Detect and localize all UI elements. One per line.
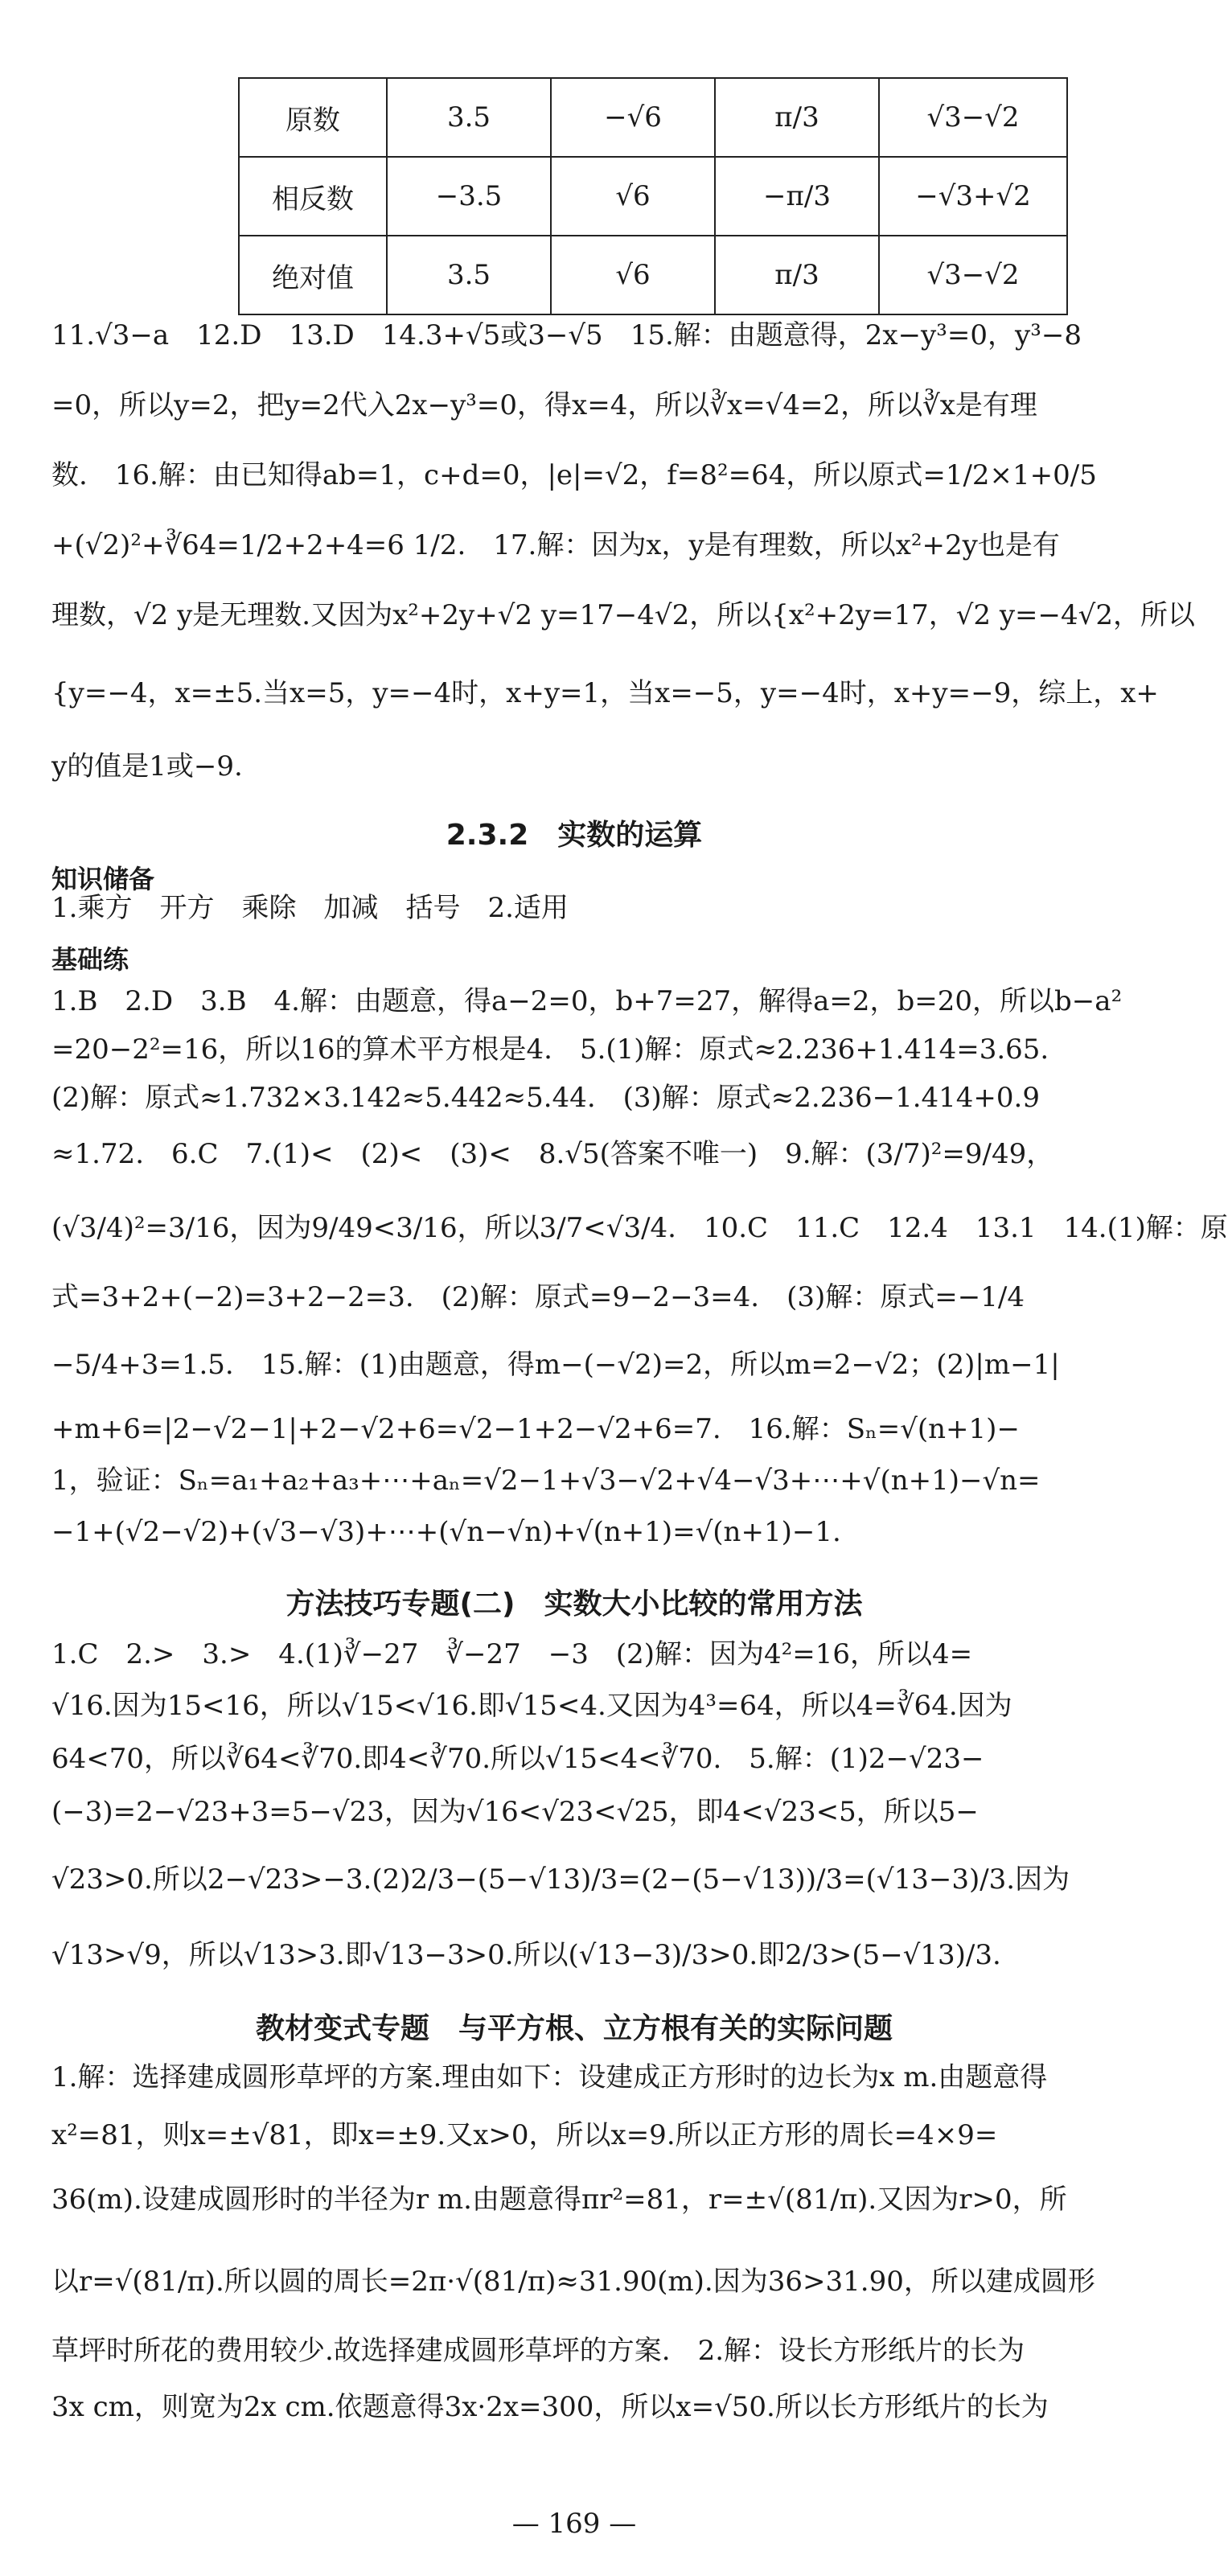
text-line: 3x cm，则宽为2x cm.依题意得3x·2x=300，所以x=√50.所以长方形纸片的长为	[51, 2391, 1049, 2423]
text-line: 草坪时所花的费用较少.故选择建成圆形草坪的方案. 2.解：设长方形纸片的长为	[51, 2335, 1025, 2367]
text-line: 1.C 2.> 3.> 4.(1)∛−27 ∛−27 −3 (2)解：因为4²=16，所以4=	[51, 1638, 973, 1670]
text-line: y的值是1或−9.	[51, 750, 243, 783]
text-line: =20−2²=16，所以16的算术平方根是4. 5.(1)解：原式≈2.236+1.414=3.65.	[51, 1033, 1049, 1066]
text-line: 1，验证：Sₙ=a₁+a₂+a₃+⋯+aₙ=√2−1+√3−√2+√4−√3+⋯+√(n+1)−√n=	[51, 1465, 1041, 1497]
text-line: 以r=√(81/π).所以圆的周长=2π·√(81/π)≈31.90(m).因为36>31.90，所以建成圆形	[51, 2266, 1095, 2298]
row-label: 相反数	[239, 157, 387, 236]
text-line: 1.B 2.D 3.B 4.解：由题意，得a−2=0，b+7=27，解得a=2，b=20，所以b−a²	[51, 985, 1123, 1017]
text-line: 36(m).设建成圆形时的半径为r m.由题意得πr²=81，r=±√(81/π).又因为r>0，所	[51, 2184, 1067, 2216]
table-cell: √6	[551, 236, 715, 314]
text-line: 1.解：选择建成圆形草坪的方案.理由如下：设建成正方形时的边长为x m.由题意得	[51, 2061, 1048, 2093]
page-number: — 169 —	[511, 2508, 637, 2540]
table-cell: π/3	[715, 78, 879, 157]
table-row	[239, 236, 1067, 314]
section-title: 方法技巧专题(二) 实数大小比较的常用方法	[285, 1588, 863, 1621]
row-label: 原数	[239, 78, 387, 157]
text-line: x²=81，则x=±√81，即x=±9.又x>0，所以x=9.所以正方形的周长=4×9=	[51, 2119, 998, 2151]
table-cell: −3.5	[387, 157, 551, 236]
text-line: 式=3+2+(−2)=3+2−2=3. (2)解：原式=9−2−3=4. (3)解：原式=−1/4	[51, 1281, 1025, 1313]
text-line: {y=−4，x=±5.当x=5，y=−4时，x+y=1，当x=−5，y=−4时，x+y=−9，综上，x+	[51, 677, 1159, 709]
text-line: √16.因为15<16，所以√15<√16.即√15<4.又因为4³=64，所以4=∛64.因为	[51, 1690, 1012, 1722]
table-cell: √3−√2	[879, 78, 1067, 157]
text-line: +m+6=|2−√2−1|+2−√2+6=√2−1+2−√2+6=7. 16.解：Sₙ=√(n+1)−	[51, 1413, 1020, 1445]
table-cell: √6	[551, 157, 715, 236]
table-cell: −π/3	[715, 157, 879, 236]
text-line: +(√2)²+∛64=1/2+2+4=6 1/2. 17.解：因为x，y是有理数，所以x²+2y也是有	[51, 529, 1060, 561]
text-line: −5/4+3=1.5. 15.解：(1)由题意，得m−(−√2)=2，所以m=2−√2；(2)|m−1|	[51, 1349, 1060, 1381]
table-cell: −√6	[551, 78, 715, 157]
subheading: 基础练	[51, 944, 129, 975]
text-line: 数. 16.解：由已知得ab=1，c+d=0，|e|=√2，f=8²=64，所以原式=1/2×1+0/5	[51, 459, 1097, 491]
number-table	[238, 77, 1068, 315]
table-row	[239, 78, 1067, 157]
table-row	[239, 157, 1067, 236]
table-cell: 3.5	[387, 78, 551, 157]
text-line: √23>0.所以2−√23>−3.(2)2/3−(5−√13)/3=(2−(5−√13))/3=(√13−3)/3.因为	[51, 1863, 1070, 1896]
text-line: √13>√9，所以√13>3.即√13−3>0.所以(√13−3)/3>0.即2/3>(5−√13)/3.	[51, 1939, 1001, 1971]
table-cell: 3.5	[387, 236, 551, 314]
text-line: =0，所以y=2，把y=2代入2x−y³=0，得x=4，所以∛x=√4=2，所以∛x是有理	[51, 389, 1037, 421]
row-label: 绝对值	[239, 236, 387, 314]
subheading: 知识储备	[51, 864, 155, 894]
text-line: 64<70，所以∛64<∛70.即4<∛70.所以√15<4<∛70. 5.解：(1)2−√23−	[51, 1743, 984, 1775]
table-cell: π/3	[715, 236, 879, 314]
text-line: 理数，√2 y是无理数.又因为x²+2y+√2 y=17−4√2，所以{x²+2y=17，√2 y=−4√2，所以	[51, 599, 1195, 631]
table-cell: −√3+√2	[879, 157, 1067, 236]
text-line: ≈1.72. 6.C 7.(1)< (2)< (3)< 8.√5(答案不唯一) 9.解：(3/7)²=9/49，	[51, 1138, 1054, 1170]
text-line: (−3)=2−√23+3=5−√23，因为√16<√23<√25，即4<√23<5，所以5−	[51, 1796, 979, 1828]
section-title: 2.3.2 实数的运算	[446, 819, 703, 852]
table-cell: √3−√2	[879, 236, 1067, 314]
text-line: (√3/4)²=3/16，因为9/49<3/16，所以3/7<√3/4. 10.C 11.C 12.4 13.1 14.(1)解：原	[51, 1212, 1228, 1244]
text-line: (2)解：原式≈1.732×3.142≈5.442≈5.44. (3)解：原式≈2.236−1.414+0.9	[51, 1082, 1040, 1114]
text-line: 11.√3−a 12.D 13.D 14.3+√5或3−√5 15.解：由题意得，2x−y³=0，y³−8	[51, 319, 1082, 351]
text-line: 1.乘方 开方 乘除 加减 括号 2.适用	[51, 892, 569, 924]
section-title: 教材变式专题 与平方根、立方根有关的实际问题	[255, 2012, 893, 2045]
text-line: −1+(√2−√2)+(√3−√3)+⋯+(√n−√n)+√(n+1)=√(n+1)−1.	[51, 1516, 841, 1548]
